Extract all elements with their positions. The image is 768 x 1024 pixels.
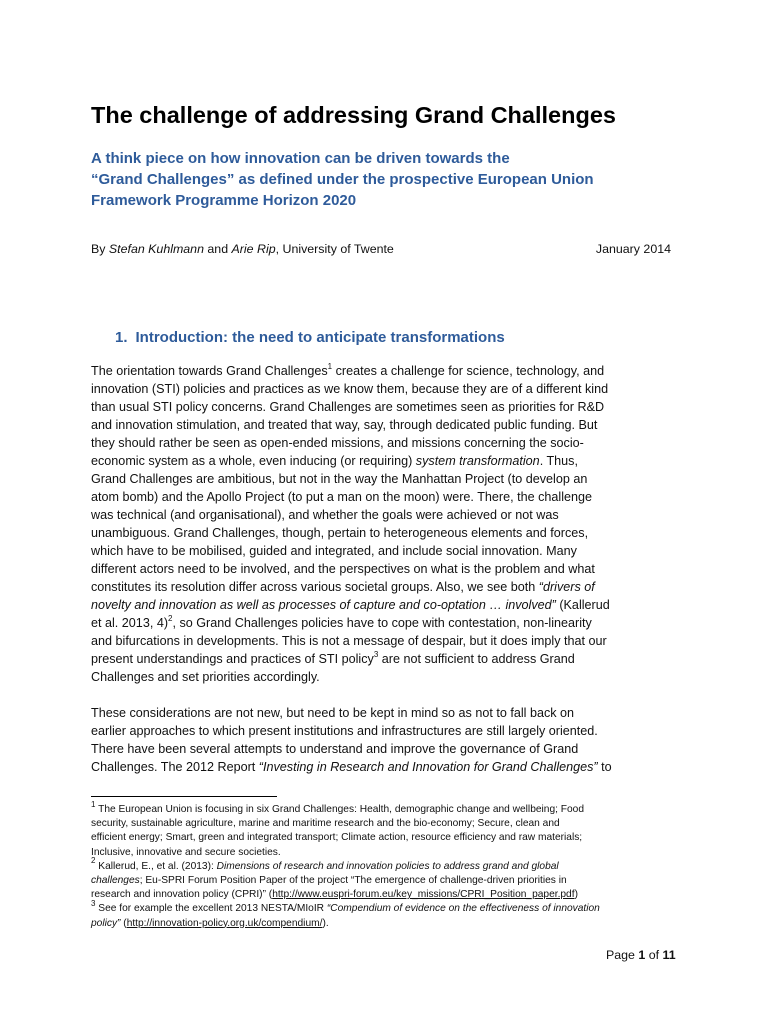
text-line: and bifurcations in developments. This is not a message of despair, but it does imply that our <box>91 634 607 648</box>
byline-by: By <box>91 242 109 256</box>
text-run: constitutes its resolution differ across various societal groups. Also, we see both <box>91 580 539 594</box>
text-line: atom bomb) and the Apollo Project (to put a man on the moon) were. There, the challenge <box>91 490 593 504</box>
footnote-line <box>91 888 691 902</box>
page-number <box>606 948 676 962</box>
text-run: economic system as a whole, even inducing (or requiring) <box>91 454 416 468</box>
subtitle-line: Framework Programme Horizon 2020 <box>91 192 357 209</box>
text-run: et al. 2013, 4) <box>91 616 169 630</box>
text-line <box>91 362 681 380</box>
text-line: unambiguous. Grand Challenges, though, pertain to heterogeneous elements and forces, <box>91 526 589 540</box>
footnote-ref[interactable]: 3 <box>373 649 379 659</box>
author-name: Arie Rip <box>231 242 276 256</box>
page-of: of <box>645 948 663 962</box>
publication-date: January 2014 <box>595 242 671 256</box>
text-run: See for example the excellent 2013 NESTA/MIoIR <box>95 903 327 915</box>
footnote-marker: 3 <box>91 898 96 908</box>
footnote-marker: 1 <box>91 799 96 809</box>
text-run: (Kallerud <box>555 598 610 612</box>
text-run: ( <box>120 917 127 929</box>
text-line <box>91 614 681 632</box>
text-line: and innovation stimulation, and treated that way, say, through dedicated public funding. But <box>91 418 598 432</box>
text-run: research and innovation policy (CPRI)” ( <box>91 889 273 901</box>
footnote-line: security, sustainable agriculture, marine and maritime research and the bio-economy; Secure, clean and <box>91 818 560 830</box>
footnote-line <box>91 799 691 817</box>
text-line <box>91 758 681 776</box>
affiliation: , University of Twente <box>275 242 394 256</box>
section-heading <box>115 329 505 346</box>
citation-title: challenges <box>91 874 140 886</box>
footnote-marker: 2 <box>91 856 96 866</box>
text-run: present understandings and practices of STI policy <box>91 652 374 666</box>
paragraph <box>91 704 681 776</box>
text-run: . Thus, <box>539 454 578 468</box>
text-line: These considerations are not new, but need to be kept in mind so as not to fall back on <box>91 706 575 720</box>
text-line <box>91 650 681 668</box>
text-run: The orientation towards Grand Challenges <box>91 364 328 378</box>
footnote-line <box>91 898 691 916</box>
text-run: The European Union is focusing in six Grand Challenges: Health, demographic change and wellbeing; Food <box>95 804 585 815</box>
text-line <box>91 452 681 470</box>
text-run: ) <box>574 889 578 901</box>
text-line: which have to be mobilised, guided and integrated, and include social innovation. Many <box>91 544 577 558</box>
text-run: , so Grand Challenges policies have to cope with contestation, non-linearity <box>172 616 592 630</box>
page-label: Page <box>606 948 639 962</box>
text-run: are not sufficient to address Grand <box>378 652 575 666</box>
text-line: they should rather be seen as open-ended missions, and missions concerning the socio- <box>91 436 584 450</box>
text-line: was technical (and organisational), and whether the goals were achieved or not was <box>91 508 559 522</box>
citation-title: “Compendium of evidence on the effectiveness of innovation <box>326 903 600 915</box>
text-run: ; Eu-SPRI Forum Position Paper of the project “The emergence of challenge-driven priorities in <box>139 874 567 886</box>
footnote-divider <box>91 796 277 797</box>
quote: novelty and innovation as well as processes of capture and co-optation … involved” <box>91 598 556 612</box>
section-title: Introduction: the need to anticipate transformations <box>135 329 505 346</box>
footnote-line <box>91 856 691 874</box>
footnote-line: Inclusive, innovative and secure societies. <box>91 846 281 858</box>
text-line: different actors need to be involved, and the perspectives on what is the problem and what <box>91 562 595 576</box>
text-line: Grand Challenges are ambitious, but not in the way the Manhattan Project (to develop an <box>91 472 588 486</box>
byline-and: and <box>203 242 232 256</box>
footnote-line <box>91 874 691 888</box>
footnote-line: efficient energy; Smart, green and integrated transport; Climate action, resource efficiency and raw materials; <box>91 832 583 844</box>
subtitle-line: A think piece on how innovation can be driven towards the <box>91 150 510 167</box>
paragraph <box>91 362 681 686</box>
text-line: There have been several attempts to understand and improve the governance of Grand <box>91 742 579 756</box>
footnotes <box>91 799 691 931</box>
current-page: 1 <box>638 948 646 962</box>
footnote-line <box>91 917 691 931</box>
total-pages: 11 <box>662 948 676 962</box>
footnote-link[interactable]: http://innovation-policy.org.uk/compendium/ <box>126 917 323 929</box>
text-run: to <box>597 760 612 774</box>
text-run: Challenges. The 2012 Report <box>91 760 259 774</box>
byline <box>91 240 671 258</box>
footnote-ref[interactable]: 2 <box>168 613 173 623</box>
citation-title: Dimensions of research and innovation policies to address grand and global <box>216 860 559 872</box>
emphasis: system transformation <box>415 454 540 468</box>
text-run: Kallerud, E., et al. (2013): <box>95 860 217 872</box>
text-line: innovation (STI) policies and practices as we know them, because they are of a different kind <box>91 382 609 396</box>
text-run: creates a challenge for science, technology, and <box>332 364 605 378</box>
text-line: Challenges and set priorities accordingly. <box>91 670 320 684</box>
quote: “drivers of <box>538 580 595 594</box>
citation-title: policy” <box>91 917 121 929</box>
footnote-link[interactable]: http://www.euspri-forum.eu/key_missions/CPRI_Position_paper.pdf <box>272 889 575 901</box>
subtitle-line: “Grand Challenges” as defined under the prospective European Union <box>91 171 594 188</box>
footnote-ref[interactable]: 1 <box>327 361 333 371</box>
text-line <box>91 596 681 614</box>
text-run: ). <box>322 917 329 929</box>
section-number: 1. <box>115 329 128 346</box>
quote: “Investing in Research and Innovation for Grand Challenges” <box>258 760 598 774</box>
text-line <box>91 578 681 596</box>
document-title: The challenge of addressing Grand Challenges <box>91 102 616 128</box>
document-subtitle <box>91 148 691 211</box>
author-name: Stefan Kuhlmann <box>108 242 204 256</box>
text-line: than usual STI policy concerns. Grand Challenges are sometimes seen as priorities for R&D <box>91 400 605 414</box>
text-line: earlier approaches to which present institutions and infrastructures are still largely oriented. <box>91 724 598 738</box>
